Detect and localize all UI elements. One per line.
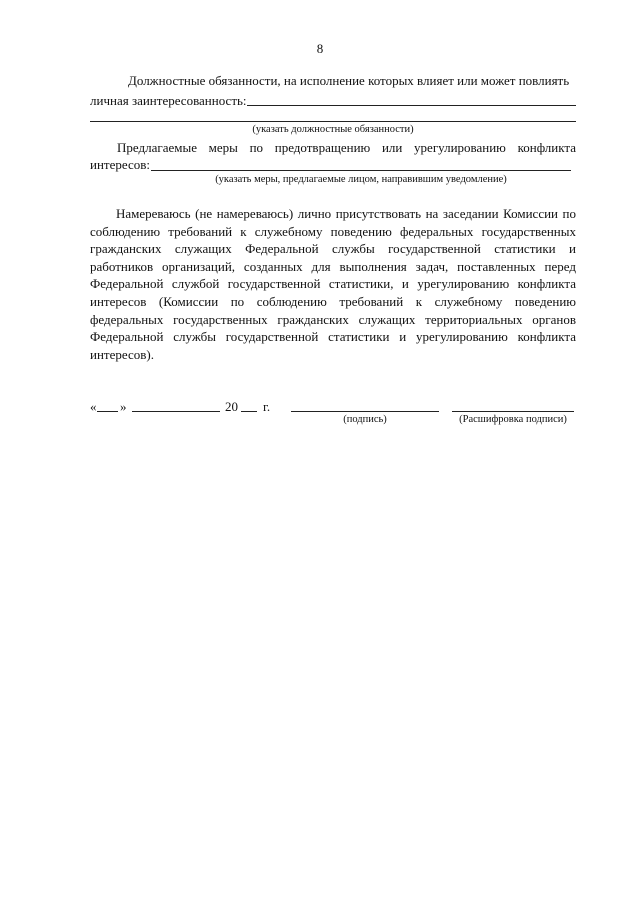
measures-line-1: Предлагаемые меры по предотвращению или урегулированию конфликта (117, 140, 576, 155)
measures-fill-line[interactable] (151, 170, 571, 171)
duties-caption: (указать должностные обязанности) (252, 124, 414, 135)
signature-decoding-line[interactable] (452, 411, 574, 412)
signature-decoding-caption: (Расшифровка подписи) (459, 414, 567, 425)
date-year-suffix: г. (263, 399, 271, 414)
date-close-quote: » (120, 399, 127, 414)
measures-caption: (указать меры, предлагаемые лицом, направившим уведомление) (215, 174, 507, 185)
signature-caption: (подпись) (343, 414, 387, 425)
date-open-quote: « (90, 399, 97, 414)
duties-line-2-label: личная заинтересованность: (90, 93, 247, 108)
date-day-line[interactable] (97, 411, 118, 412)
duties-line-1: Должностные обязанности, на исполнение которых влияет или может повлиять (128, 73, 570, 88)
page-number: 8 (316, 41, 324, 56)
measures-line-2-label: интересов: (90, 157, 150, 172)
date-year-prefix: 20 (225, 399, 238, 414)
duties-fill-line-2[interactable] (90, 121, 576, 122)
signature-line[interactable] (291, 411, 439, 412)
duties-fill-line-1[interactable] (247, 105, 576, 106)
date-year-line[interactable] (241, 411, 257, 412)
intent-paragraph: Намереваюсь (не намереваюсь) лично присутствовать на заседании Комиссии по соблюдению требований к служебному поведению федеральных государственных гражданских служащих Федеральной службы государственной статистики и работников организаций, созданных для выполнения задач, поставленных перед Федеральной службой государственной статистики, и урегулированию конфликта интересов (Комиссии по соблюдению требований к служебному поведению федеральных государственных гражданских служащих территориальных органов Федеральной службы государственной статистики и урегулированию конфликта интересов). (90, 206, 576, 362)
date-month-line[interactable] (132, 411, 220, 412)
